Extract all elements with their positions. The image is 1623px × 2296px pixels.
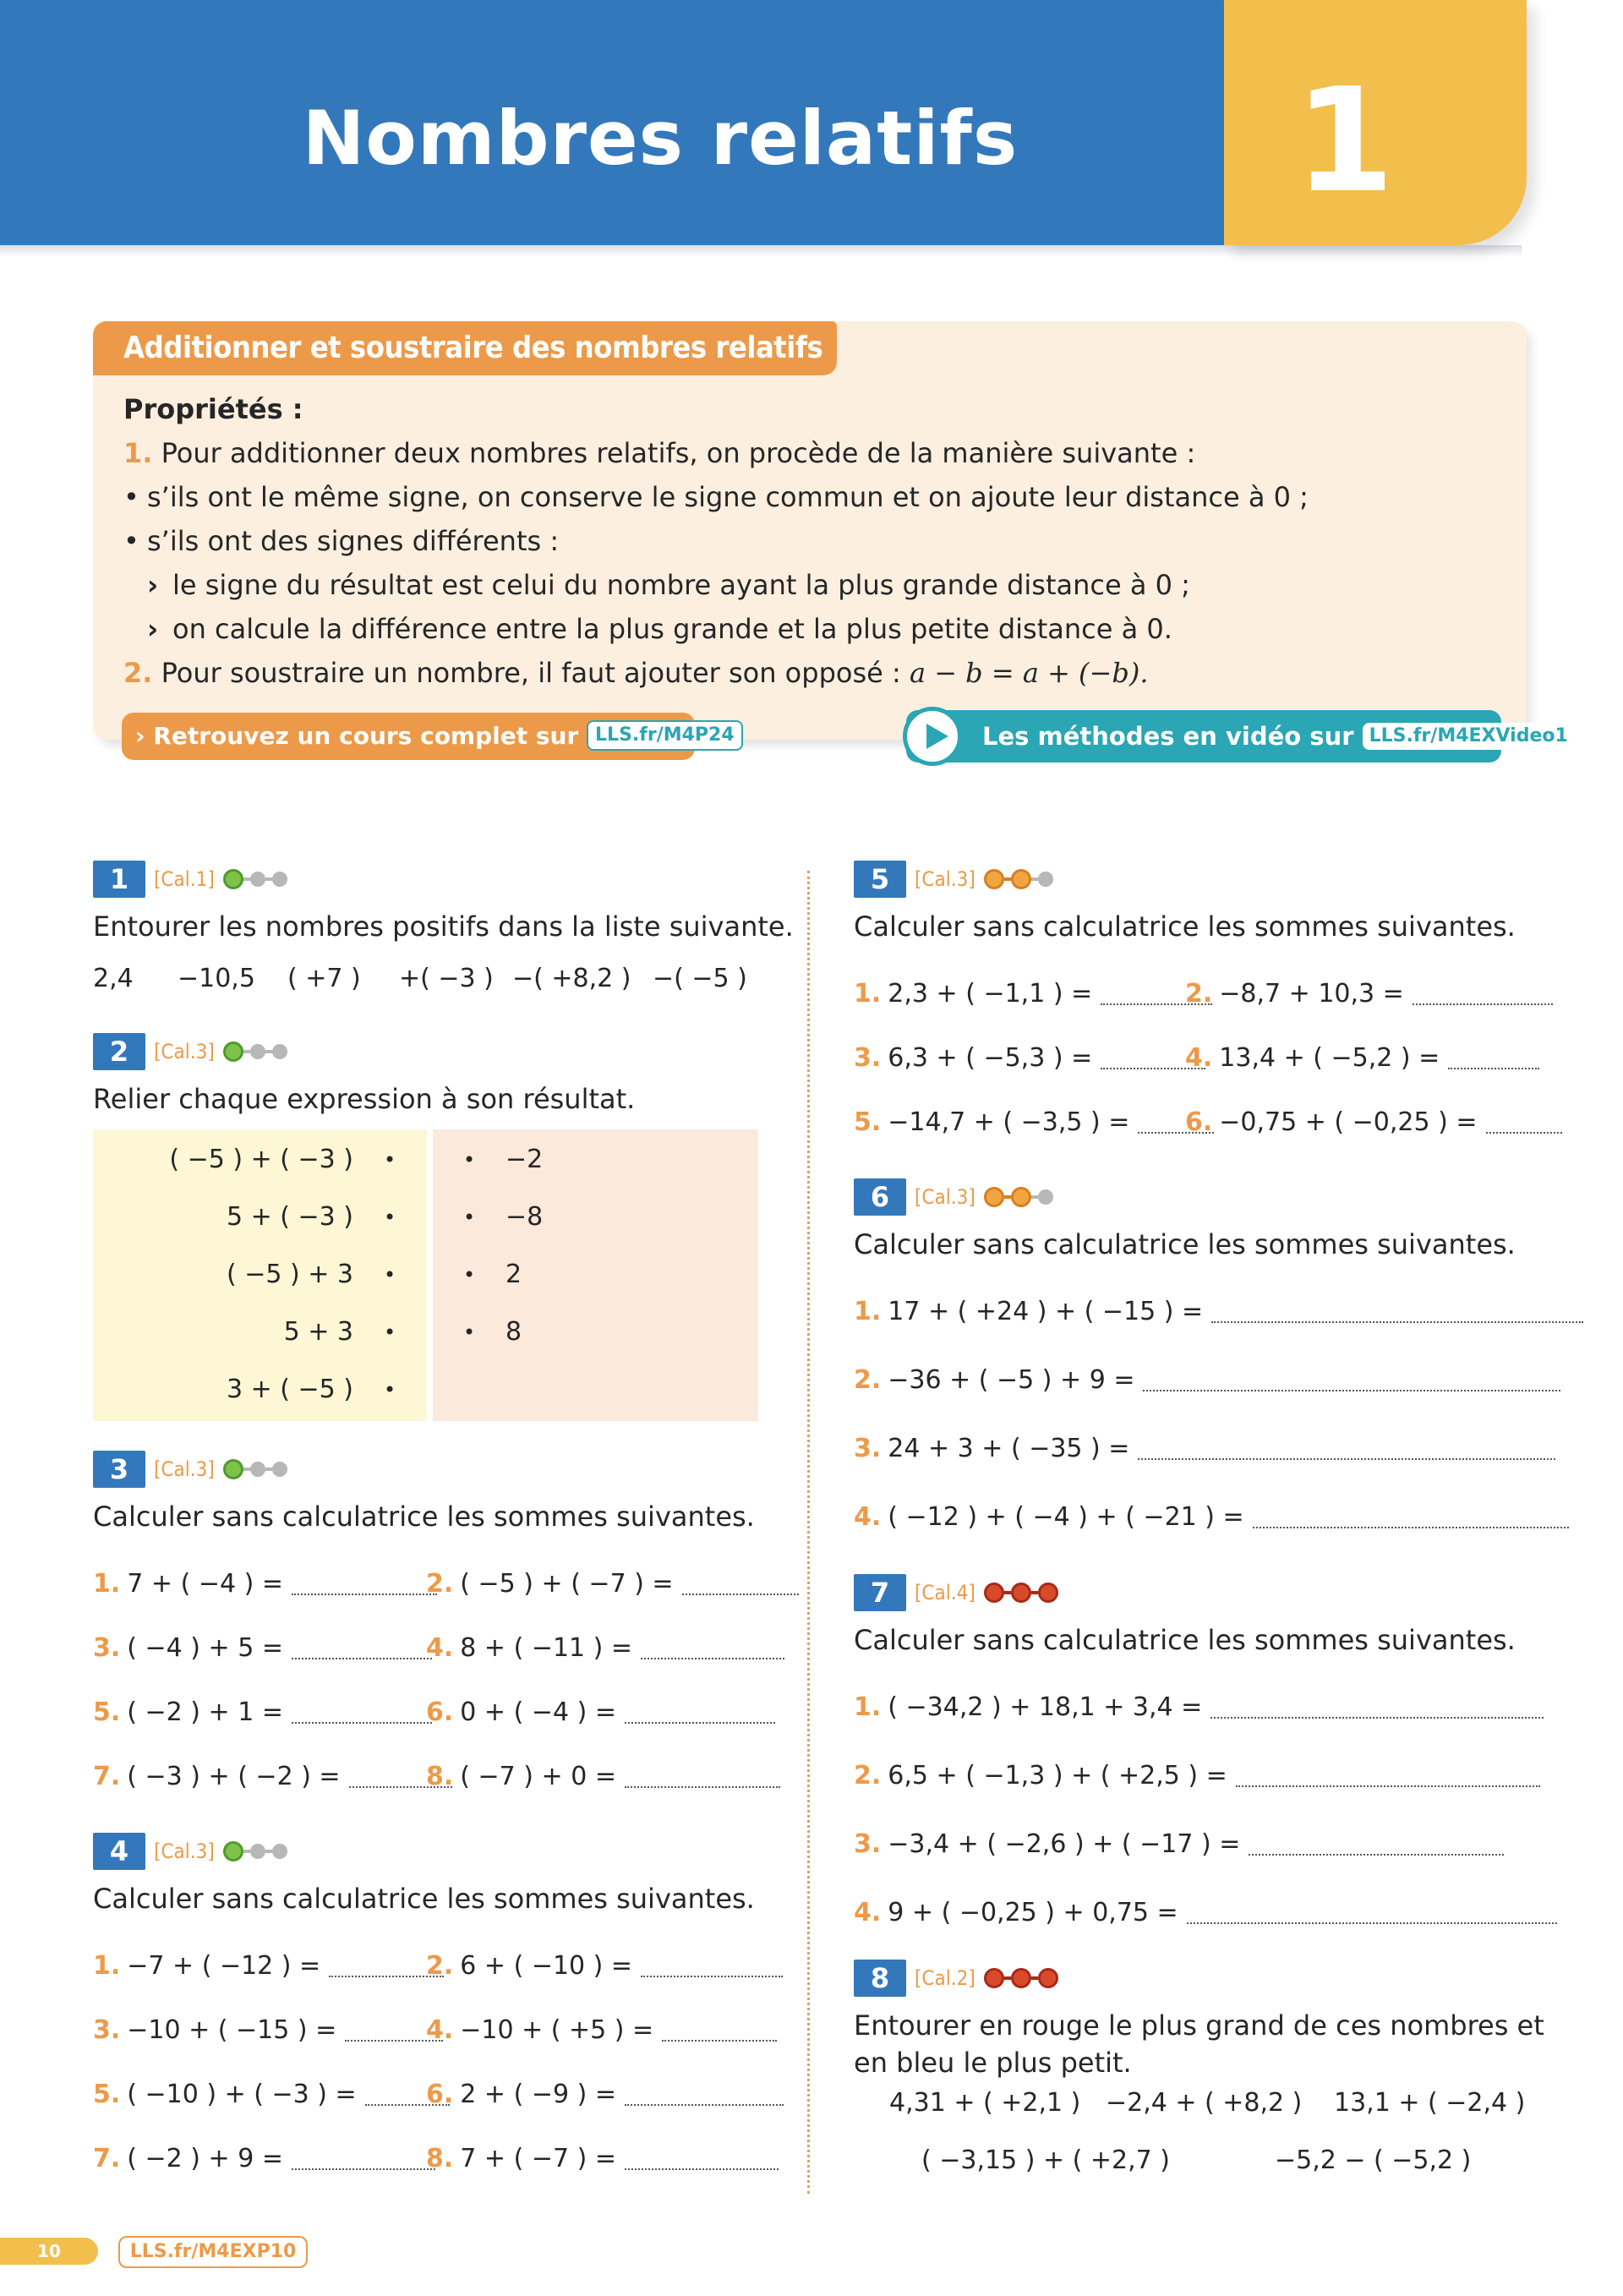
difficulty-indicator [223,1459,287,1479]
matching-expression: ( −5 ) + ( −3 ) [169,1145,353,1174]
matching-dot[interactable]: • [463,1148,476,1172]
matching-dot[interactable]: • [384,1148,396,1172]
matching-result: −8 [505,1202,544,1232]
column-divider [807,871,810,2194]
rule-different-sign: • s’ils ont des signes différents : [123,519,1510,563]
exercise-2-header [93,1033,287,1070]
exercise-instruction: Calculer sans calculatrice les sommes suivantes. [854,910,1516,943]
difficulty-dot-icon [984,1187,1004,1207]
difficulty-dot-icon [1011,869,1031,889]
difficulty-dot-icon [1011,1583,1031,1603]
difficulty-dot-icon [272,1462,287,1477]
exercise-number: 2 [93,1033,145,1070]
number-choice[interactable]: 4,31 + ( +2,1 ) [889,2088,1081,2118]
matching-result: 8 [505,1317,522,1347]
calc-item: 5. ( −10 ) + ( −3 ) = [93,2076,450,2113]
video-link-button[interactable]: Les méthodes en vidéo sur LLS.fr/M4EXVideo1 [906,710,1501,763]
difficulty-dot-icon [223,869,243,889]
exercise-7-header [854,1574,1058,1611]
calc-item: 3. −10 + ( −15 ) = [93,2012,443,2049]
number-choice[interactable]: ( +7 ) [287,964,361,993]
calc-item: 5. −14,7 + ( −3,5 ) = [854,1104,1214,1141]
number-choice[interactable]: 13,1 + ( −2,4 ) [1334,2088,1526,2118]
difficulty-dot-icon [984,1583,1004,1603]
lesson-content [123,387,1510,695]
calc-item: 3. ( −4 ) + 5 = [93,1630,432,1667]
exercise-number: 7 [854,1574,906,1611]
exercise-number: 8 [854,1960,906,1997]
properties-label: Propriétés : [123,393,303,425]
calc-item: 6. 2 + ( −9 ) = [426,2076,784,2113]
difficulty-dot-icon [250,1844,265,1859]
difficulty-indicator [984,1187,1053,1207]
difficulty-dot-icon [250,872,265,887]
exercise-instruction-cont: en bleu le plus petit. [854,2047,1132,2079]
calc-item: 8. ( −7 ) + 0 = [426,1758,780,1796]
exercise-instruction: Calculer sans calculatrice les sommes suivantes. [93,1883,755,1915]
exercise-number: 1 [93,861,145,898]
matching-dot[interactable]: • [463,1205,476,1229]
answer-field[interactable] [625,2084,784,2106]
video-link[interactable]: LLS.fr/M4EXVideo1 [1363,723,1575,750]
answer-field[interactable] [1211,1301,1583,1323]
answer-field[interactable] [625,1766,780,1788]
skill-code: [Cal.3] [154,1040,215,1063]
answer-field[interactable] [1187,1902,1557,1924]
exercise-instruction: Calculer sans calculatrice les sommes suivantes. [854,1228,1516,1260]
difficulty-indicator [984,1968,1058,1988]
difficulty-dot-icon [223,1459,243,1479]
skill-code: [Cal.3] [915,867,975,891]
calc-item: 4. ( −12 ) + ( −4 ) + ( −21 ) = [854,1499,1569,1536]
calc-item: 3. 24 + 3 + ( −35 ) = [854,1430,1555,1468]
exercise-instruction: Entourer en rouge le plus grand de ces nombres et [854,2009,1544,2042]
matching-dot[interactable]: • [463,1320,476,1344]
answer-field[interactable] [641,1637,784,1659]
calc-item: 1. −7 + ( −12 ) = [93,1948,444,1985]
number-choice[interactable]: −( +8,2 ) [512,964,631,993]
matching-dot[interactable]: • [384,1205,396,1229]
exercise-3-header [93,1451,287,1488]
calc-item: 4. 8 + ( −11 ) = [426,1630,784,1667]
exercise-instruction: Relier chaque expression à son résultat. [93,1083,636,1115]
answer-field[interactable] [1249,1834,1504,1856]
difficulty-dot-icon [1038,1583,1058,1603]
chapter-number: 1 [1294,57,1395,225]
answer-field[interactable] [682,1573,799,1595]
difficulty-dot-icon [1011,1187,1031,1207]
exercise-4-header [93,1833,287,1870]
difficulty-dot-icon [272,872,287,887]
skill-code: [Cal.3] [154,1457,215,1481]
difficulty-dot-icon [984,869,1004,889]
property-1: 1. Pour additionner deux nombres relatifs, on procède de la manière suivante : [123,437,1196,469]
difficulty-dot-icon [250,1462,265,1477]
answer-field[interactable] [1413,983,1553,1005]
number-choice[interactable]: −10,5 [178,964,255,993]
skill-code: [Cal.4] [915,1581,975,1604]
skill-code: [Cal.3] [915,1185,975,1209]
answer-field[interactable] [641,1955,783,1977]
answer-field[interactable] [1143,1369,1560,1391]
exercise-8-header [854,1960,1058,1997]
difficulty-dot-icon [1011,1968,1031,1988]
calc-item: 1. 2,3 + ( −1,1 ) = [854,976,1212,1013]
matching-dot[interactable]: • [384,1320,396,1344]
exercise-number: 3 [93,1451,145,1488]
play-icon[interactable] [903,707,962,766]
exercise-number: 6 [854,1178,906,1216]
difficulty-indicator [223,1041,287,1062]
answer-field[interactable] [292,1573,437,1595]
difficulty-dot-icon [223,1041,243,1062]
answer-field[interactable] [1253,1506,1569,1528]
course-link[interactable]: LLS.fr/M4P24 [587,720,743,751]
calc-item: 1. 7 + ( −4 ) = [93,1566,437,1603]
calc-item: 1. 17 + ( +24 ) + ( −15 ) = [854,1293,1583,1331]
number-choice[interactable]: ( −3,15 ) + ( +2,7 ) [921,2146,1170,2175]
subrule-sign: › le signe du résultat est celui du nombre ayant la plus grande distance à 0 ; [123,563,1510,607]
exercise-number: 4 [93,1833,145,1870]
difficulty-dot-icon [272,1044,287,1059]
calc-item: 2. ( −5 ) + ( −7 ) = [426,1566,799,1603]
answer-field[interactable] [1138,1438,1555,1460]
difficulty-dot-icon [250,1044,265,1059]
difficulty-indicator [223,1841,287,1861]
skill-code: [Cal.3] [154,1840,215,1863]
page-number: 10 [0,2238,98,2265]
difficulty-indicator [984,869,1053,889]
course-link-button[interactable]: › Retrouvez un cours complet sur LLS.fr/M4P24 [122,713,695,760]
matching-dot[interactable]: • [384,1263,396,1287]
matching-expression: ( −5 ) + 3 [227,1260,353,1289]
difficulty-indicator [223,869,287,889]
subtraction-formula: a − b = a + (−b). [909,657,1149,689]
subrule-difference: › on calcule la différence entre la plus grande et la plus petite distance à 0. [123,607,1510,651]
exercise-1-header [93,861,287,898]
matching-dot[interactable]: • [384,1378,396,1402]
exercise-instruction: Calculer sans calculatrice les sommes suivantes. [854,1624,1516,1656]
calc-item: 1. ( −34,2 ) + 18,1 + 3,4 = [854,1689,1544,1726]
property-2: 2. Pour soustraire un nombre, il faut ajouter son opposé : a − b = a + (−b). [123,657,1149,689]
matching-expression: 3 + ( −5 ) [227,1375,353,1404]
calc-item: 6. −0,75 + ( −0,25 ) = [1185,1104,1562,1141]
calc-item: 2. −8,7 + 10,3 = [1185,976,1553,1013]
calc-item: 4. 13,4 + ( −5,2 ) = [1185,1040,1539,1077]
difficulty-dot-icon [223,1841,243,1861]
matching-expression: 5 + 3 [283,1317,353,1347]
calc-item: 3. 6,3 + ( −5,3 ) = [854,1040,1205,1077]
calc-item: 7. ( −2 ) + 9 = [93,2140,435,2178]
rule-same-sign: • s’ils ont le même signe, on conserve le signe commun et on ajoute leur distance à 0 ; [123,475,1510,519]
lesson-title: Additionner et soustraire des nombres relatifs [93,321,837,375]
calc-item: 3. −3,4 + ( −2,6 ) + ( −17 ) = [854,1826,1504,1863]
calc-item: 5. ( −2 ) + 1 = [93,1694,432,1731]
number-choice[interactable]: −2,4 + ( +8,2 ) [1106,2088,1303,2118]
skill-code: [Cal.2] [915,1966,975,1990]
answer-field[interactable] [1236,1765,1540,1787]
number-choice[interactable]: −5,2 − ( −5,2 ) [1275,2146,1472,2175]
exercise-5-header [854,861,1053,898]
skill-code: [Cal.1] [154,867,215,891]
calc-item: 8. 7 + ( −7 ) = [426,2140,779,2178]
calc-item: 2. 6 + ( −10 ) = [426,1948,783,1985]
number-choice[interactable]: −( −5 ) [653,964,747,993]
matching-result: 2 [505,1260,522,1289]
exercise-6-header [854,1178,1053,1216]
answer-field[interactable] [625,1702,775,1724]
answer-field[interactable] [1210,1697,1544,1719]
page-link[interactable]: LLS.fr/M4EXP10 [118,2236,308,2268]
number-choice[interactable]: +( −3 ) [399,964,494,993]
chapter-title: Nombres relatifs [302,95,1019,182]
number-choice[interactable]: 2,4 [93,964,134,993]
exercise-instruction: Entourer les nombres positifs dans la liste suivante. [93,910,794,943]
answer-field[interactable] [292,1702,432,1724]
matching-result: −2 [505,1145,544,1174]
answer-field[interactable] [625,2148,779,2170]
calc-item: 7. ( −3 ) + ( −2 ) = [93,1758,452,1796]
calc-item: 4. −10 + ( +5 ) = [426,2012,777,2049]
answer-field[interactable] [1486,1112,1562,1134]
calc-item: 4. 9 + ( −0,25 ) + 0,75 = [854,1894,1557,1932]
difficulty-dot-icon [1038,1968,1058,1988]
exercise-instruction: Calculer sans calculatrice les sommes suivantes. [93,1501,755,1533]
answer-field[interactable] [292,1637,432,1659]
difficulty-indicator [984,1583,1058,1603]
answer-field[interactable] [1448,1047,1539,1069]
difficulty-dot-icon [1038,872,1053,887]
calc-item: 2. −36 + ( −5 ) + 9 = [854,1362,1560,1399]
difficulty-dot-icon [984,1968,1004,1988]
difficulty-dot-icon [272,1844,287,1859]
exercise-number: 5 [854,861,906,898]
matching-expression: 5 + ( −3 ) [227,1202,353,1232]
calc-item: 2. 6,5 + ( −1,3 ) + ( +2,5 ) = [854,1758,1540,1795]
answer-field[interactable] [662,2020,777,2042]
difficulty-dot-icon [1038,1189,1053,1205]
banner-shadow [0,245,1522,257]
answer-field[interactable] [292,2148,435,2170]
calc-item: 6. 0 + ( −4 ) = [426,1694,775,1731]
matching-right-panel [433,1129,758,1421]
matching-dot[interactable]: • [463,1263,476,1287]
